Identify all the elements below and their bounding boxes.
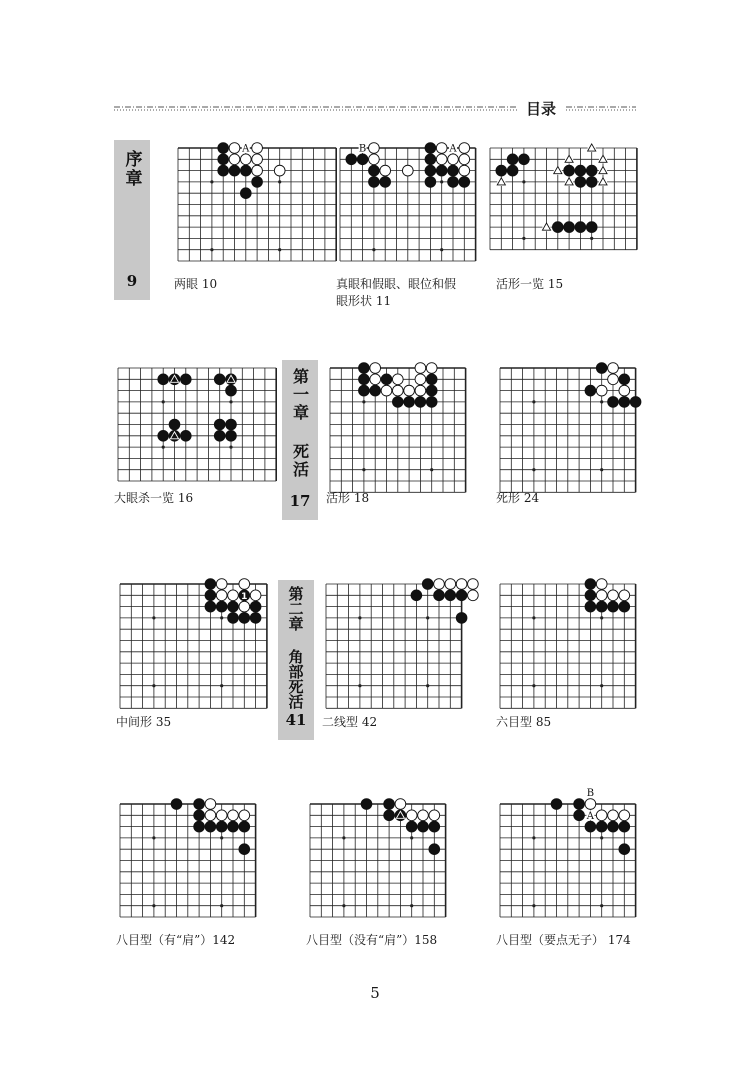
black-stone	[456, 613, 467, 624]
black-stone	[608, 397, 619, 408]
star-point	[532, 400, 535, 403]
go-diagram-true-false-eye	[336, 144, 480, 265]
star-point	[440, 180, 443, 183]
chapter-tab-intro[interactable]	[114, 140, 150, 300]
white-stone	[468, 590, 479, 601]
board-svg	[306, 800, 450, 921]
black-stone	[574, 799, 585, 810]
entry-six-space[interactable]: 六目型 85	[496, 715, 552, 729]
black-stone	[415, 397, 426, 408]
black-stone	[228, 821, 239, 832]
white-stone	[418, 810, 429, 821]
black-stone	[507, 154, 518, 165]
go-diagram-dead-shape	[496, 364, 640, 496]
board-svg	[336, 144, 480, 265]
white-stone	[404, 385, 415, 396]
black-stone	[411, 590, 422, 601]
white-stone	[426, 363, 437, 374]
header-rule-right	[566, 106, 636, 111]
black-stone	[586, 222, 597, 233]
star-point	[426, 684, 429, 687]
star-point	[590, 237, 593, 240]
white-stone	[239, 601, 250, 612]
star-point	[152, 904, 155, 907]
black-stone	[381, 374, 392, 385]
black-stone	[158, 374, 169, 385]
white-stone	[380, 165, 391, 176]
star-point	[532, 468, 535, 471]
white-stone	[608, 374, 619, 385]
star-point	[522, 237, 525, 240]
star-point	[162, 446, 165, 449]
white-stone	[216, 810, 227, 821]
star-point	[430, 468, 433, 471]
black-stone	[229, 165, 240, 176]
black-stone	[596, 821, 607, 832]
black-stone	[586, 177, 597, 188]
star-point	[229, 446, 232, 449]
white-stone	[585, 799, 596, 810]
black-stone	[392, 397, 403, 408]
white-stone	[459, 154, 470, 165]
black-stone	[585, 601, 596, 612]
black-stone	[608, 821, 619, 832]
board-svg	[496, 788, 640, 921]
star-point	[532, 836, 535, 839]
entry-intermediate[interactable]: 中间形 35	[116, 715, 172, 729]
black-stone	[239, 613, 250, 624]
white-stone	[459, 143, 470, 154]
white-stone	[402, 165, 413, 176]
black-stone	[369, 165, 380, 176]
black-stone	[630, 397, 641, 408]
entry-second-line[interactable]: 二线型 42	[322, 715, 378, 729]
white-stone	[619, 385, 630, 396]
black-stone	[564, 165, 575, 176]
star-point	[278, 180, 281, 183]
black-stone	[239, 821, 250, 832]
star-point	[358, 616, 361, 619]
black-stone	[619, 821, 630, 832]
black-stone	[228, 613, 239, 624]
white-stone	[448, 154, 459, 165]
black-stone	[357, 154, 368, 165]
black-stone	[619, 397, 630, 408]
star-point	[600, 836, 603, 839]
star-point	[600, 684, 603, 687]
go-diagram-eight-vital	[496, 788, 640, 921]
star-point	[210, 248, 213, 251]
white-stone	[205, 810, 216, 821]
chapter-page: 9	[126, 272, 138, 290]
chapter-title: 第一章 死活	[290, 368, 310, 479]
black-stone	[426, 374, 437, 385]
white-stone	[619, 590, 630, 601]
black-stone	[250, 613, 261, 624]
black-stone	[426, 397, 437, 408]
white-stone	[392, 374, 403, 385]
entry-big-eye-kills[interactable]: 大眼杀一览 16	[114, 491, 194, 505]
black-stone	[228, 601, 239, 612]
board-svg	[322, 580, 466, 712]
black-stone	[619, 844, 630, 855]
white-stone	[608, 590, 619, 601]
white-stone	[392, 385, 403, 396]
black-stone	[586, 165, 597, 176]
black-stone	[252, 177, 263, 188]
black-stone	[507, 165, 518, 176]
white-stone	[369, 154, 380, 165]
chapter-title: 第二章 角部死活	[286, 586, 305, 709]
black-stone	[361, 799, 372, 810]
black-stone	[250, 601, 261, 612]
black-stone	[240, 188, 251, 199]
white-stone	[415, 363, 426, 374]
white-stone	[395, 799, 406, 810]
black-stone	[425, 165, 436, 176]
white-stone	[436, 154, 447, 165]
black-stone	[596, 601, 607, 612]
white-stone	[252, 165, 263, 176]
white-stone	[239, 810, 250, 821]
black-stone	[216, 821, 227, 832]
point-label: A	[449, 143, 457, 155]
white-stone	[370, 363, 381, 374]
white-stone	[596, 590, 607, 601]
star-point	[410, 836, 413, 839]
star-point	[426, 616, 429, 619]
white-stone	[608, 363, 619, 374]
star-point	[152, 836, 155, 839]
white-stone	[596, 385, 607, 396]
white-stone	[216, 579, 227, 590]
black-stone	[552, 222, 563, 233]
star-point	[600, 616, 603, 619]
black-stone	[226, 430, 237, 441]
black-stone	[240, 165, 251, 176]
entry-eight-shoulder[interactable]: 八目型（有“肩”）142	[116, 933, 236, 947]
black-stone	[425, 177, 436, 188]
black-stone	[619, 374, 630, 385]
black-stone	[585, 590, 596, 601]
black-stone	[608, 601, 619, 612]
star-point	[410, 904, 413, 907]
chapter-page: 17	[289, 492, 311, 510]
black-stone	[519, 154, 530, 165]
black-stone	[359, 363, 370, 374]
board-svg	[486, 144, 641, 254]
entry-eight-vital[interactable]: 八目型（要点无子） 174	[496, 933, 631, 947]
white-stone	[228, 810, 239, 821]
black-stone	[205, 821, 216, 832]
point-label: A	[586, 810, 595, 822]
black-stone	[214, 374, 225, 385]
black-stone	[445, 590, 456, 601]
white-stone	[229, 143, 240, 154]
black-stone	[585, 385, 596, 396]
white-stone	[240, 154, 251, 165]
black-stone	[459, 177, 470, 188]
white-stone	[406, 810, 417, 821]
black-stone	[426, 385, 437, 396]
black-stone	[239, 844, 250, 855]
black-stone	[359, 385, 370, 396]
white-stone	[596, 579, 607, 590]
board-svg	[114, 364, 280, 485]
star-point	[278, 248, 281, 251]
black-stone	[214, 430, 225, 441]
black-stone	[218, 143, 229, 154]
star-point	[162, 400, 165, 403]
white-stone	[228, 590, 239, 601]
black-stone	[194, 799, 205, 810]
white-stone	[619, 810, 630, 821]
black-stone	[205, 579, 216, 590]
white-stone	[429, 810, 440, 821]
black-stone	[425, 143, 436, 154]
entry-true-false-eye[interactable]: 真眼和假眼、眼位和假 眼形状 11	[336, 277, 457, 308]
white-stone	[434, 579, 445, 590]
star-point	[229, 400, 232, 403]
white-stone	[274, 165, 285, 176]
black-stone	[369, 177, 380, 188]
black-stone	[370, 385, 381, 396]
white-stone	[216, 590, 227, 601]
black-stone	[359, 374, 370, 385]
entry-live-shapes-list[interactable]: 活形一览 15	[496, 277, 564, 291]
entry-live-shape[interactable]: 活形 18	[326, 491, 370, 505]
black-stone	[384, 799, 395, 810]
star-point	[152, 616, 155, 619]
black-stone	[564, 222, 575, 233]
star-point	[342, 836, 345, 839]
go-diagram-live-shapes	[486, 144, 641, 254]
star-point	[220, 836, 223, 839]
star-point	[440, 248, 443, 251]
go-diagram-big-eye-kills	[114, 364, 280, 485]
black-stone	[216, 601, 227, 612]
star-point	[220, 684, 223, 687]
black-stone	[429, 844, 440, 855]
board-svg	[496, 580, 640, 712]
white-stone	[205, 799, 216, 810]
star-point	[600, 904, 603, 907]
white-stone	[445, 579, 456, 590]
point-label: B	[358, 143, 367, 155]
black-stone	[205, 601, 216, 612]
black-stone	[436, 165, 447, 176]
black-stone	[575, 177, 586, 188]
chapter-page: 41	[285, 711, 307, 729]
black-stone	[448, 165, 459, 176]
go-diagram-second-line	[322, 580, 466, 712]
white-stone	[596, 810, 607, 821]
entry-dead-shape[interactable]: 死形 24	[496, 491, 540, 505]
star-point	[600, 400, 603, 403]
black-stone	[429, 821, 440, 832]
white-stone	[252, 143, 263, 154]
black-stone	[575, 165, 586, 176]
black-stone	[194, 821, 205, 832]
star-point	[210, 180, 213, 183]
star-point	[532, 684, 535, 687]
black-stone	[169, 419, 180, 430]
black-stone	[214, 419, 225, 430]
black-stone	[194, 810, 205, 821]
black-stone	[158, 430, 169, 441]
black-stone	[384, 810, 395, 821]
white-stone	[415, 374, 426, 385]
white-stone	[468, 579, 479, 590]
star-point	[362, 468, 365, 471]
black-stone	[574, 810, 585, 821]
white-stone	[459, 165, 470, 176]
black-stone	[425, 154, 436, 165]
black-stone	[226, 419, 237, 430]
chapter-title: 序章	[121, 150, 142, 188]
page-number: 5	[370, 984, 380, 1002]
black-stone	[180, 430, 191, 441]
white-stone	[456, 579, 467, 590]
star-point	[152, 684, 155, 687]
star-point	[372, 248, 375, 251]
chapter-tab-1[interactable]	[282, 360, 318, 520]
point-label: B	[586, 788, 595, 800]
black-stone	[406, 821, 417, 832]
point-label: A	[242, 143, 250, 155]
board-svg	[496, 364, 640, 496]
white-stone	[369, 143, 380, 154]
black-stone	[171, 799, 182, 810]
black-stone	[585, 579, 596, 590]
white-stone	[239, 579, 250, 590]
black-stone	[585, 821, 596, 832]
white-stone	[370, 374, 381, 385]
star-point	[532, 904, 535, 907]
black-stone	[496, 165, 507, 176]
star-point	[220, 616, 223, 619]
move-number: 1	[241, 591, 248, 602]
black-stone	[380, 177, 391, 188]
go-diagram-two-eyes	[174, 144, 340, 265]
black-stone	[448, 177, 459, 188]
board-svg	[174, 144, 340, 265]
black-stone	[418, 821, 429, 832]
star-point	[358, 684, 361, 687]
board-svg	[116, 580, 271, 712]
entry-eight-no-shoulder[interactable]: 八目型（没有“肩”）158	[306, 933, 438, 947]
board-svg	[326, 364, 470, 496]
black-stone	[434, 590, 445, 601]
star-point	[600, 468, 603, 471]
chapter-tab-2[interactable]	[278, 580, 314, 740]
white-stone	[415, 385, 426, 396]
black-stone	[180, 374, 191, 385]
black-stone	[596, 363, 607, 374]
star-point	[220, 904, 223, 907]
white-stone	[229, 154, 240, 165]
black-stone	[551, 799, 562, 810]
black-stone	[456, 590, 467, 601]
black-stone	[218, 154, 229, 165]
white-stone	[381, 385, 392, 396]
toc-title: 目录	[526, 100, 557, 118]
go-diagram-six-space	[496, 580, 640, 712]
black-stone	[226, 385, 237, 396]
header-rule-left	[114, 106, 518, 111]
star-point	[362, 400, 365, 403]
black-stone	[404, 397, 415, 408]
go-diagram-eight-shoulder	[116, 800, 260, 921]
star-point	[522, 180, 525, 183]
go-diagram-live-shape	[326, 364, 470, 496]
white-stone	[250, 590, 261, 601]
white-stone	[608, 810, 619, 821]
star-point	[342, 904, 345, 907]
black-stone	[218, 165, 229, 176]
black-stone	[619, 601, 630, 612]
white-stone	[436, 143, 447, 154]
white-stone	[252, 154, 263, 165]
star-point	[532, 616, 535, 619]
go-diagram-intermediate	[116, 580, 271, 712]
black-stone	[575, 222, 586, 233]
black-stone	[346, 154, 357, 165]
black-stone	[205, 590, 216, 601]
black-stone	[422, 579, 433, 590]
entry-two-eyes[interactable]: 两眼 10	[174, 277, 218, 291]
board-svg	[116, 800, 260, 921]
go-diagram-eight-no-shoulder	[306, 800, 450, 921]
